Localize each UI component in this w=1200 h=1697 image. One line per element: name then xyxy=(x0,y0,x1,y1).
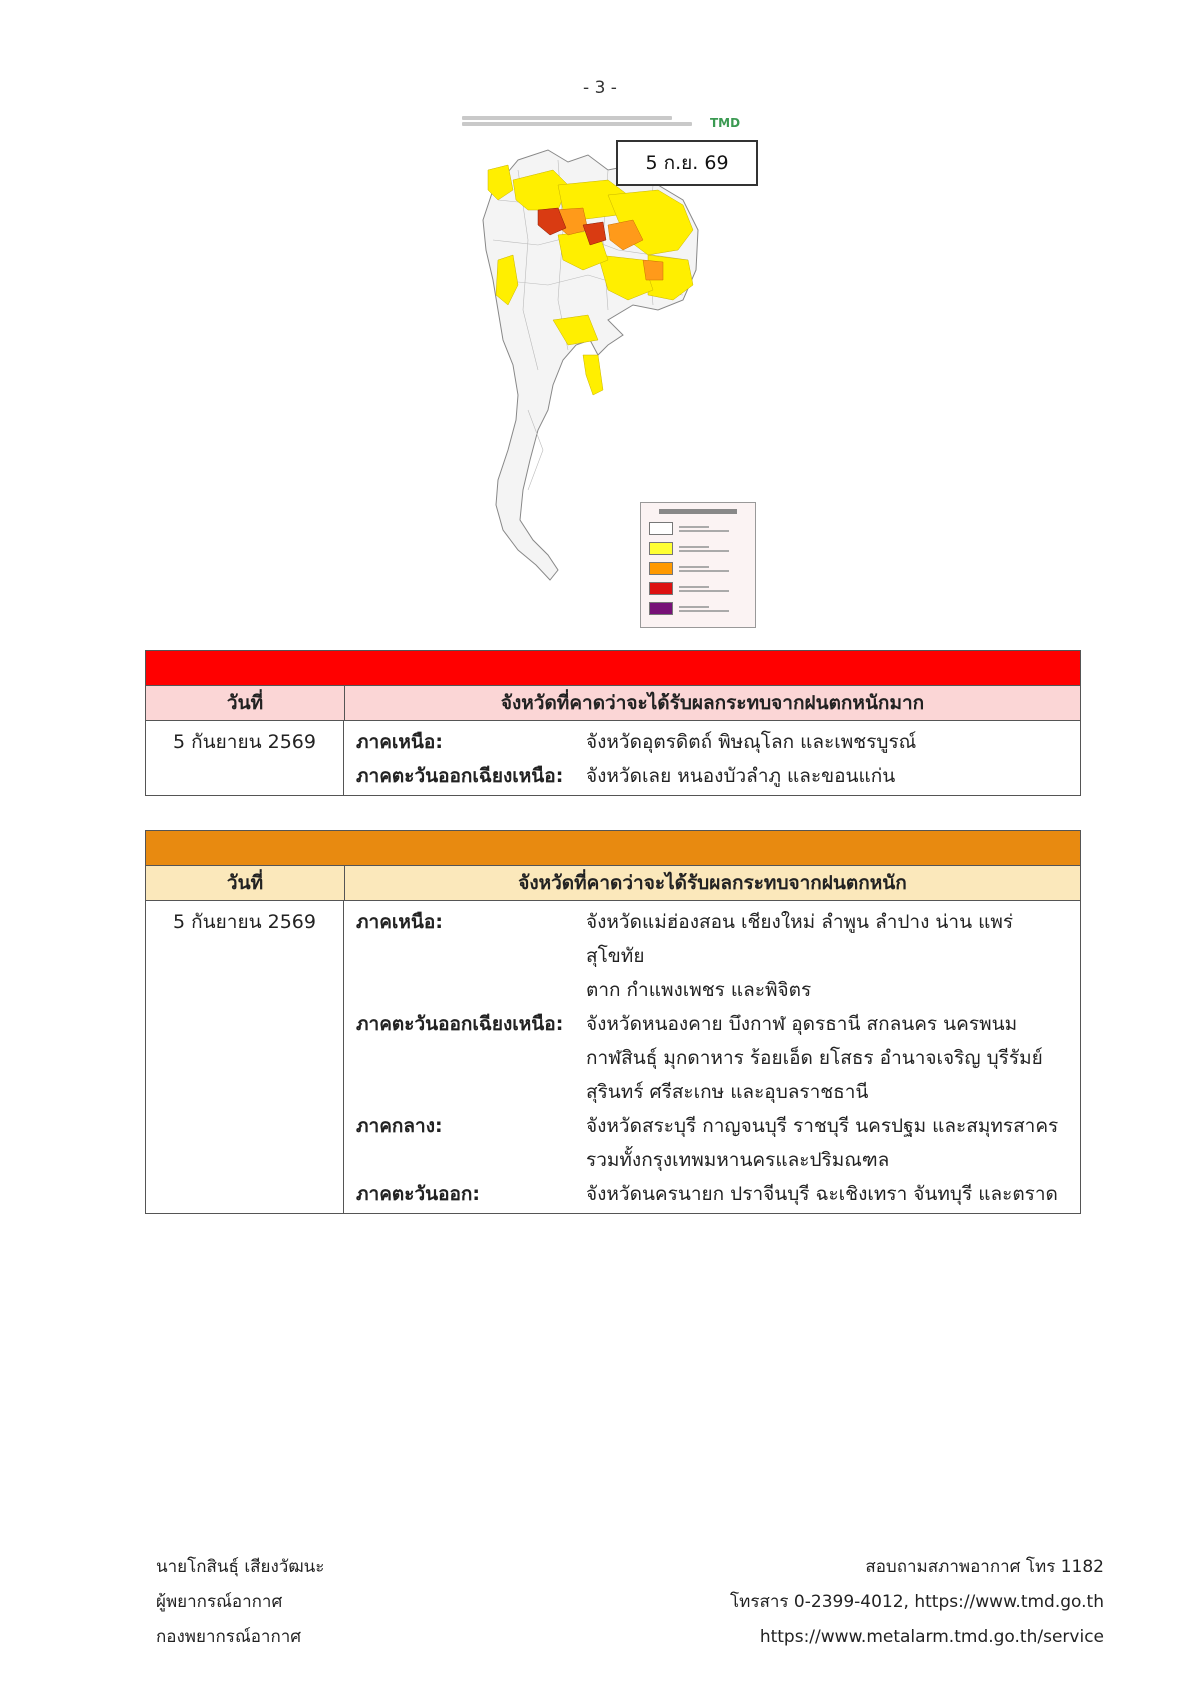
region-name xyxy=(356,1143,586,1177)
region-name: ภาคตะวันออก: xyxy=(356,1183,481,1205)
header-date: วันที่ xyxy=(146,686,345,720)
region-list xyxy=(344,721,1080,795)
contact-phone: สอบถามสภาพอากาศ โทร 1182 xyxy=(865,1557,1104,1577)
region-row xyxy=(356,973,1072,1007)
red-warning-band xyxy=(146,651,1080,685)
heavy-rain-table xyxy=(145,830,1081,1214)
region-row xyxy=(356,1075,1072,1109)
region-name xyxy=(356,1075,586,1109)
region-row xyxy=(356,1143,1072,1177)
region-row xyxy=(356,759,1072,793)
region-row xyxy=(356,1109,1072,1143)
forecast-date: 5 กันยายน 2569 xyxy=(146,721,344,795)
region-name: ภาคกลาง: xyxy=(356,1115,443,1137)
region-row xyxy=(356,1007,1072,1041)
rain-forecast-map xyxy=(458,110,758,630)
region-row xyxy=(356,905,1072,973)
map-date-label: 5 ก.ย. 69 xyxy=(616,140,758,186)
region-row xyxy=(356,1041,1072,1075)
region-provinces: จังหวัดหนองคาย บึงกาฬ อุดรธานี สกลนคร นครพนม xyxy=(586,1013,1018,1035)
region-name: ภาคตะวันออกเฉียงเหนือ: xyxy=(356,765,564,787)
header-date: วันที่ xyxy=(146,866,345,900)
orange-warning-band xyxy=(146,831,1080,865)
region-provinces: จังหวัดนครนายก ปราจีนบุรี ฉะเชิงเทรา จันทบุรี และตราด xyxy=(586,1183,1058,1205)
region-provinces: สุรินทร์ ศรีสะเกษ และอุบลราชธานี xyxy=(586,1081,869,1103)
region-provinces: ตาก กำแพงเพชร และพิจิตร xyxy=(586,979,812,1001)
region-provinces: จังหวัดสระบุรี กาญจนบุรี ราชบุรี นครปฐม และสมุทรสาคร xyxy=(586,1115,1059,1137)
contact-service-link[interactable]: https://www.metalarm.tmd.go.th/service xyxy=(759,1627,1104,1647)
region-name xyxy=(356,973,586,1007)
region-provinces: กาฬสินธุ์ มุกดาหาร ร้อยเอ็ด ยโสธร อำนาจเจริญ บุรีรัมย์ xyxy=(586,1047,1043,1069)
forecaster-division: กองพยากรณ์อากาศ xyxy=(156,1627,302,1647)
forecaster-name: นายโกสินธุ์ เสียงวัฒนะ xyxy=(156,1557,325,1577)
region-provinces: จังหวัดอุตรดิตถ์ พิษณุโลก และเพชรบูรณ์ xyxy=(586,731,917,753)
region-name: ภาคเหนือ: xyxy=(356,911,443,933)
map-legend xyxy=(640,502,756,628)
forecaster-title: ผู้พยากรณ์อากาศ xyxy=(156,1592,283,1612)
region-row xyxy=(356,1177,1072,1211)
contact-info xyxy=(730,1550,1104,1655)
region-provinces: จังหวัดแม่ฮ่องสอน เชียงใหม่ ลำพูน ลำปาง น่าน แพร่ สุโขทัย xyxy=(586,911,1014,967)
legend-swatch-2 xyxy=(649,542,673,555)
page-number: - 3 - xyxy=(583,78,617,98)
region-row xyxy=(356,725,1072,759)
region-name: ภาคเหนือ: xyxy=(356,731,443,753)
region-name xyxy=(356,1041,586,1075)
region-list xyxy=(344,901,1080,1213)
legend-swatch-4 xyxy=(649,582,673,595)
tmd-logo: TMD xyxy=(710,116,741,130)
legend-swatch-1 xyxy=(649,522,673,535)
header-provinces: จังหวัดที่คาดว่าจะได้รับผลกระทบจากฝนตกหนัก xyxy=(518,872,907,894)
very-heavy-rain-table xyxy=(145,650,1081,796)
forecast-date: 5 กันยายน 2569 xyxy=(146,901,344,1213)
contact-fax-web[interactable]: โทรสาร 0-2399-4012, https://www.tmd.go.th xyxy=(730,1592,1104,1612)
region-name: ภาคตะวันออกเฉียงเหนือ: xyxy=(356,1013,564,1035)
region-provinces: จังหวัดเลย หนองบัวลำภู และขอนแก่น xyxy=(586,765,896,787)
forecaster-signature xyxy=(156,1550,324,1655)
header-provinces: จังหวัดที่คาดว่าจะได้รับผลกระทบจากฝนตกหนักมาก xyxy=(500,692,925,714)
legend-swatch-5 xyxy=(649,602,673,615)
legend-swatch-3 xyxy=(649,562,673,575)
region-provinces: รวมทั้งกรุงเทพมหานครและปริมณฑล xyxy=(586,1149,890,1171)
